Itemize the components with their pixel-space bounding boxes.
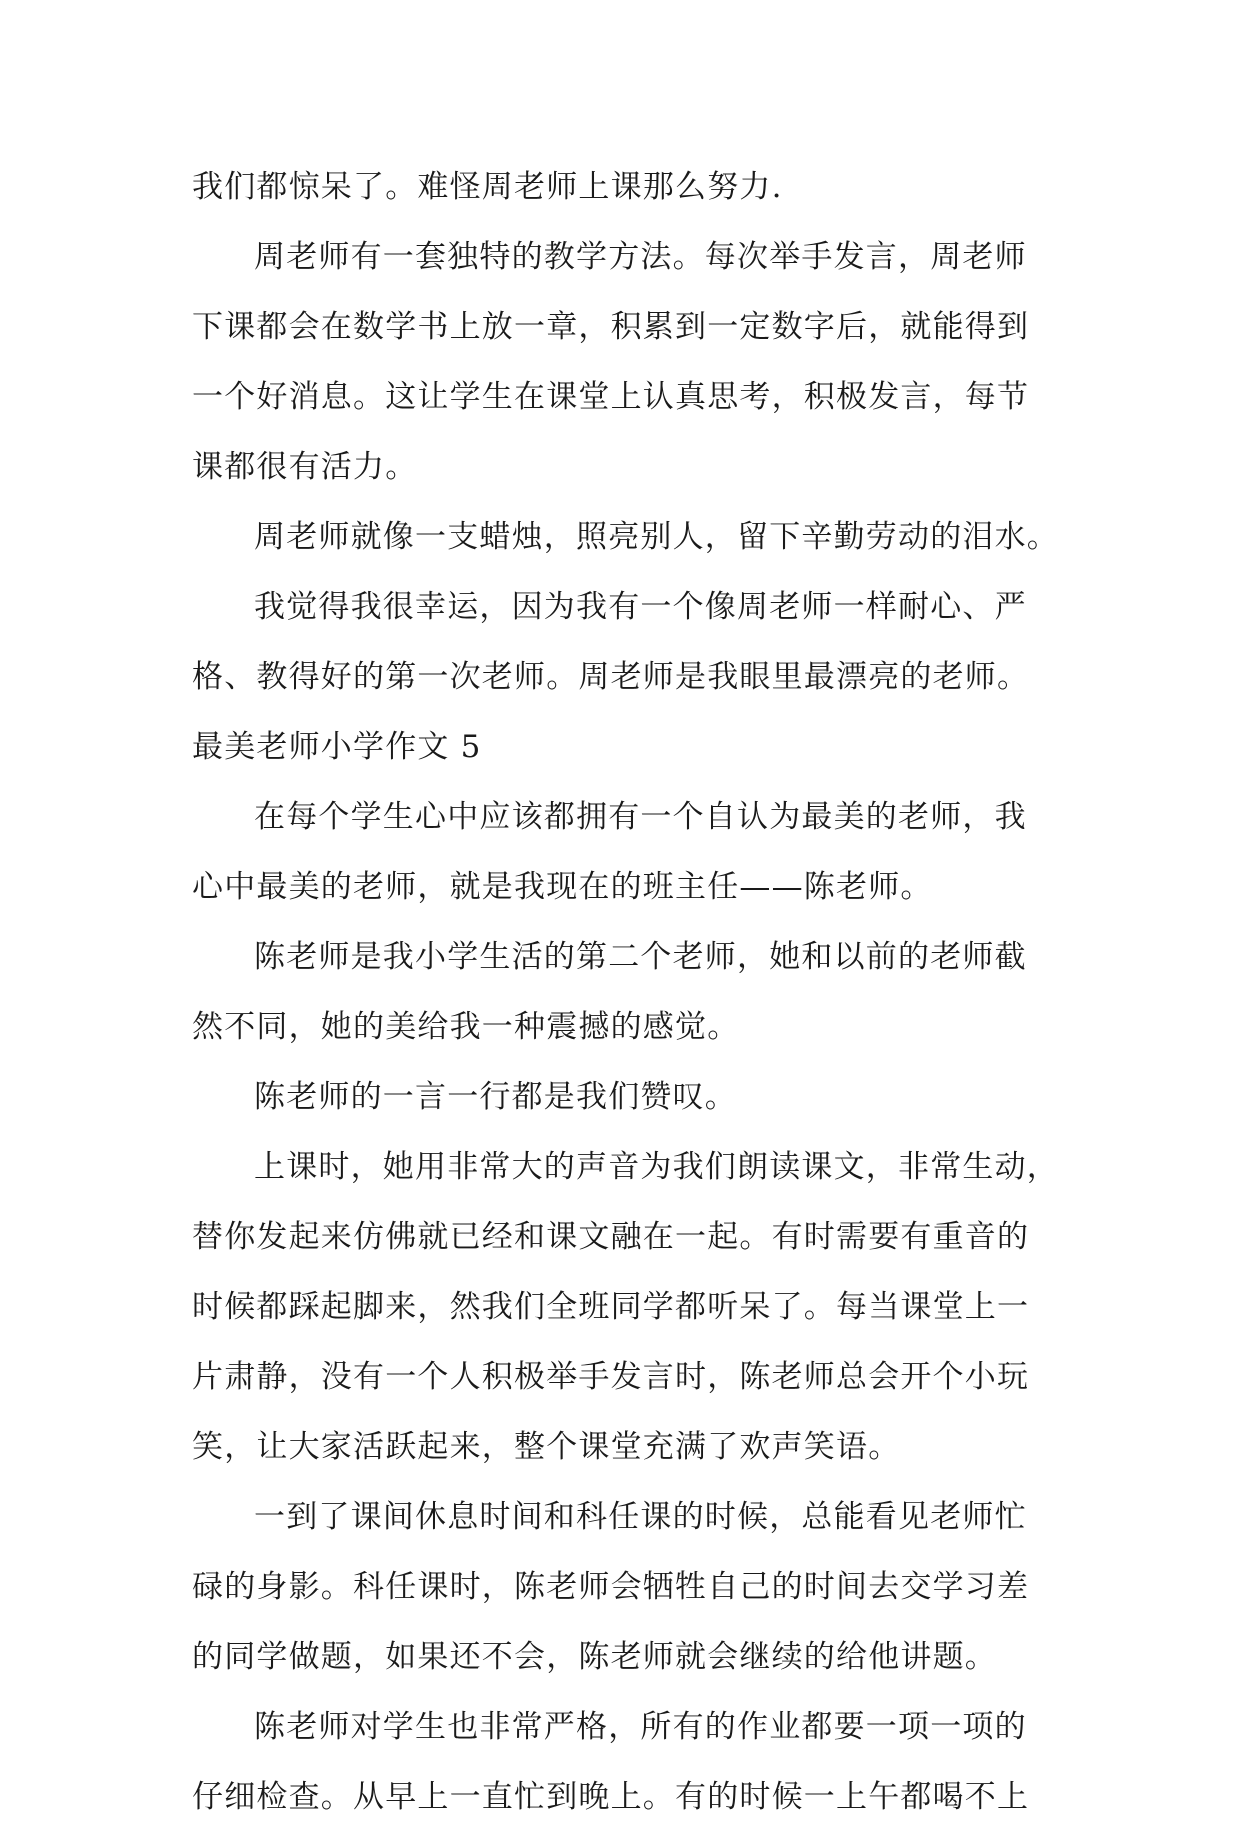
text-line: 碌的身影。科任课时，陈老师会牺牲自己的时间去交学习差 xyxy=(192,1569,1030,1605)
text-line: 笑，让大家活跃起来，整个课堂充满了欢声笑语。 xyxy=(192,1429,901,1465)
text-line: 的同学做题，如果还不会，陈老师就会继续的给他讲题。 xyxy=(192,1639,997,1675)
text-line: 时候都踩起脚来，然我们全班同学都听呆了。每当课堂上一 xyxy=(192,1289,1030,1325)
text-line: 然不同，她的美给我一种震撼的感觉。 xyxy=(192,1009,740,1045)
text-line: 心中最美的老师，就是我现在的班主任——陈老师。 xyxy=(192,869,933,905)
paragraph-start-line: 在每个学生心中应该都拥有一个自认为最美的老师，我 xyxy=(254,799,1027,835)
text-line: 格、教得好的第一次老师。周老师是我眼里最漂亮的老师。 xyxy=(192,659,1030,695)
paragraph-start-line: 上课时，她用非常大的声音为我们朗读课文，非常生动， xyxy=(254,1149,1059,1185)
text-line: 片肃静，没有一个人积极举手发言时，陈老师总会开个小玩 xyxy=(192,1359,1030,1395)
text-line: 一个好消息。这让学生在课堂上认真思考，积极发言，每节 xyxy=(192,379,1030,415)
paragraph-start-line: 陈老师对学生也非常严格，所有的作业都要一项一项的 xyxy=(254,1709,1027,1745)
paragraph-start-line: 周老师就像一支蜡烛，照亮别人，留下辛勤劳动的泪水。 xyxy=(254,519,1059,555)
text-line: 课都很有活力。 xyxy=(192,449,418,485)
text-line: 我们都惊呆了。难怪周老师上课那么努力. xyxy=(192,169,783,205)
section-heading: 最美老师小学作文 5 xyxy=(192,729,482,765)
paragraph-start-line: 一到了课间休息时间和科任课的时候，总能看见老师忙 xyxy=(254,1499,1027,1535)
paragraph-start-line: 我觉得我很幸运，因为我有一个像周老师一样耐心、严 xyxy=(254,589,1027,625)
paragraph-start-line: 陈老师是我小学生活的第二个老师，她和以前的老师截 xyxy=(254,939,1027,975)
paragraph-start-line: 周老师有一套独特的教学方法。每次举手发言，周老师 xyxy=(254,239,1027,275)
document-page xyxy=(192,152,1058,1832)
text-line: 替你发起来仿佛就已经和课文融在一起。有时需要有重音的 xyxy=(192,1219,1030,1255)
text-line: 仔细检查。从早上一直忙到晚上。有的时候一上午都喝不上 xyxy=(192,1779,1030,1815)
text-line: 下课都会在数学书上放一章，积累到一定数字后，就能得到 xyxy=(192,309,1030,345)
paragraph-start-line: 陈老师的一言一行都是我们赞叹。 xyxy=(254,1079,737,1115)
